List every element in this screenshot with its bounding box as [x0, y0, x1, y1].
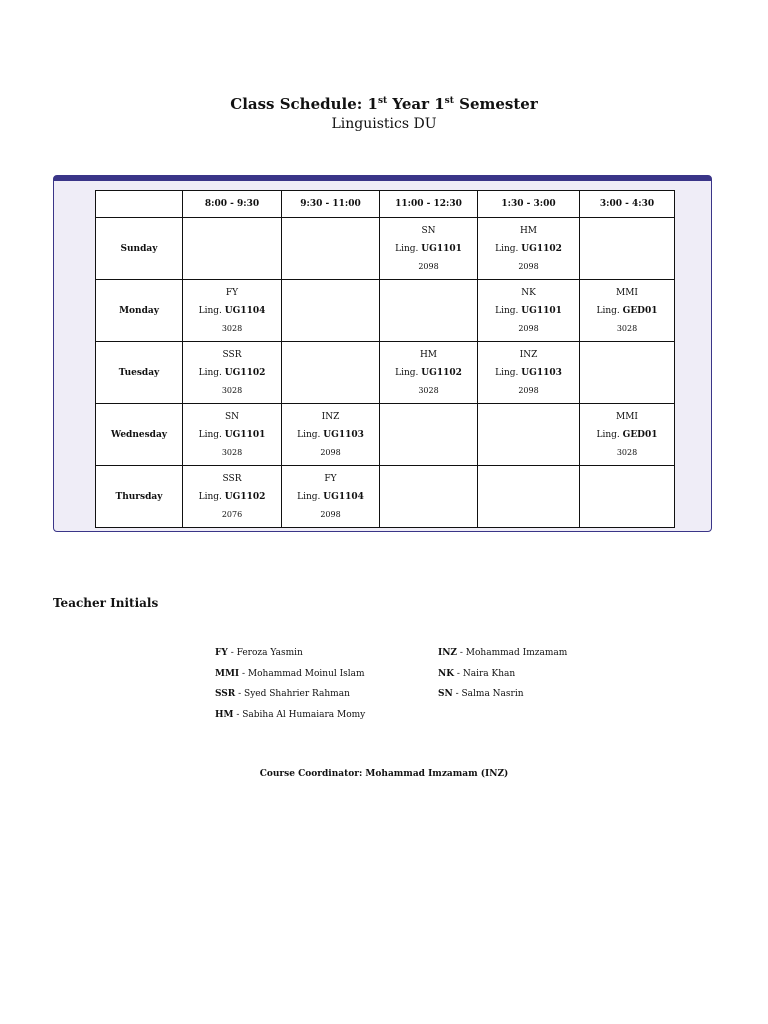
course-prefix: Ling.	[198, 367, 222, 378]
teacher-name: Feroza Yasmin	[236, 648, 303, 658]
teacher-initials: HM	[519, 225, 538, 236]
course-code: UG1102	[421, 367, 462, 378]
teacher-name: Mohammad Moinul Islam	[247, 668, 365, 679]
room-number: 2076	[221, 509, 243, 519]
course-prefix: Ling.	[395, 243, 419, 254]
empty-cell	[380, 280, 478, 342]
initials-entry	[215, 647, 303, 659]
course-label	[183, 367, 281, 379]
teacher-name: Sabiha Al Humaiara Momy	[242, 709, 366, 720]
room-number: 2098	[518, 261, 539, 271]
course-prefix: Ling.	[395, 367, 419, 378]
course-code: UG1101	[224, 429, 266, 440]
teacher-name: Salma Nasrin	[461, 689, 524, 699]
teacher-initials: SN	[224, 411, 240, 422]
course-code: UG1101	[421, 243, 462, 254]
class-cell	[183, 404, 282, 466]
schedule-body	[96, 218, 675, 528]
course-code: UG1101	[521, 305, 562, 316]
initials-entry	[215, 688, 350, 700]
empty-cell	[478, 404, 580, 466]
room-number: 3028	[418, 385, 439, 395]
class-cell	[580, 404, 675, 466]
class-cell	[183, 280, 282, 342]
initials-separator: -	[452, 689, 462, 699]
schedule-panel	[53, 175, 712, 532]
course-code: GED01	[622, 429, 658, 440]
empty-cell	[282, 342, 380, 404]
time-slot-header: 3:00 - 4:30	[580, 191, 675, 218]
course-prefix: Ling.	[198, 305, 222, 316]
course-prefix: Ling.	[495, 243, 519, 254]
course-label	[580, 305, 674, 317]
class-cell	[282, 466, 380, 528]
teacher-initials: INZ	[519, 349, 538, 360]
teacher-initials-heading: Teacher Initials	[53, 596, 159, 610]
title-block	[0, 90, 768, 133]
schedule-row	[96, 342, 675, 404]
schedule-header-row	[96, 191, 675, 218]
initials-entry	[438, 647, 567, 659]
class-cell	[183, 342, 282, 404]
room-number: 2098	[518, 385, 539, 395]
day-label: Sunday	[96, 218, 183, 280]
class-cell	[282, 404, 380, 466]
teacher-name: Syed Shahrier Rahman	[244, 689, 350, 699]
schedule-row	[96, 218, 675, 280]
time-slot-header: 11:00 - 12:30	[380, 191, 478, 218]
teacher-initials: INZ	[321, 411, 340, 422]
initials-abbr: MMI	[215, 668, 240, 679]
room-number: 3028	[616, 323, 638, 333]
initials-entry	[215, 668, 365, 680]
empty-cell	[580, 466, 675, 528]
day-label: Monday	[96, 280, 183, 342]
course-coordinator: Course Coordinator: Mohammad Imzamam (INZ)	[259, 769, 509, 779]
empty-cell	[183, 218, 282, 280]
room-number: 2098	[418, 261, 439, 271]
class-cell	[478, 218, 580, 280]
course-label	[183, 305, 281, 317]
course-label	[380, 243, 477, 255]
page-title: Class Schedule: 1st Year 1st Semester	[230, 95, 538, 113]
course-code: UG1102	[521, 243, 562, 254]
time-slot-header: 1:30 - 3:00	[478, 191, 580, 218]
empty-cell	[380, 466, 478, 528]
room-number: 3028	[221, 323, 243, 333]
empty-cell	[282, 218, 380, 280]
course-code: UG1102	[224, 491, 266, 502]
teacher-name: Mohammad Imzamam	[465, 648, 568, 658]
initials-abbr: FY	[215, 648, 228, 658]
course-prefix: Ling.	[495, 305, 519, 316]
teacher-initials: SSR	[222, 349, 242, 360]
course-prefix: Ling.	[596, 305, 620, 316]
teacher-initials: SN	[421, 225, 436, 236]
teacher-initials: FY	[324, 473, 337, 484]
time-slot-header: 8:00 - 9:30	[183, 191, 282, 218]
corner-cell	[96, 191, 183, 218]
room-number: 3028	[616, 447, 638, 457]
schedule-row	[96, 280, 675, 342]
initials-separator: -	[235, 689, 245, 699]
class-cell	[580, 280, 675, 342]
class-cell	[380, 218, 478, 280]
class-cell	[478, 342, 580, 404]
class-cell	[380, 342, 478, 404]
course-code: UG1104	[224, 305, 266, 316]
course-code: GED01	[622, 305, 658, 316]
course-prefix: Ling.	[198, 429, 222, 440]
teacher-initials: NK	[521, 287, 536, 298]
course-prefix: Ling.	[198, 491, 222, 502]
initials-entry	[438, 688, 524, 700]
schedule-table	[95, 190, 675, 528]
page-subtitle: Linguistics DU	[331, 116, 437, 132]
room-number: 3028	[221, 385, 243, 395]
initials-abbr: SSR	[215, 689, 236, 699]
initials-entry	[215, 709, 365, 721]
initials-abbr: INZ	[438, 648, 458, 658]
empty-cell	[380, 404, 478, 466]
course-code: UG1103	[323, 429, 364, 440]
initials-separator: -	[227, 648, 237, 658]
initials-separator: -	[457, 648, 466, 658]
empty-cell	[580, 342, 675, 404]
empty-cell	[282, 280, 380, 342]
class-cell	[478, 280, 580, 342]
teacher-initials: SSR	[222, 473, 242, 484]
room-number: 2098	[518, 323, 539, 333]
schedule-row	[96, 404, 675, 466]
course-label	[478, 243, 579, 255]
course-label	[282, 491, 379, 503]
course-label	[478, 305, 579, 317]
schedule-row	[96, 466, 675, 528]
empty-cell	[580, 218, 675, 280]
course-label	[183, 491, 281, 503]
initials-separator: -	[239, 668, 248, 679]
empty-cell	[478, 466, 580, 528]
course-label	[478, 367, 579, 379]
course-label	[580, 429, 674, 441]
day-label: Wednesday	[96, 404, 183, 466]
course-prefix: Ling.	[297, 429, 321, 440]
teacher-name: Naira Khan	[462, 668, 516, 679]
day-label: Tuesday	[96, 342, 183, 404]
teacher-initials: HM	[419, 349, 438, 360]
course-prefix: Ling.	[596, 429, 620, 440]
teacher-initials: FY	[225, 287, 239, 298]
course-code: UG1103	[521, 367, 562, 378]
time-slot-header: 9:30 - 11:00	[282, 191, 380, 218]
teacher-initials: MMI	[616, 411, 638, 422]
course-code: UG1104	[323, 491, 364, 502]
initials-abbr: HM	[215, 709, 234, 720]
course-label	[183, 429, 281, 441]
initials-separator: -	[233, 709, 243, 720]
initials-abbr: SN	[438, 689, 453, 699]
initials-abbr: NK	[438, 668, 455, 679]
day-label: Thursday	[96, 466, 183, 528]
course-label	[380, 367, 477, 379]
class-cell	[183, 466, 282, 528]
room-number: 2098	[320, 509, 341, 519]
initials-entry	[438, 668, 515, 680]
course-label	[282, 429, 379, 441]
teacher-initials: MMI	[616, 287, 638, 298]
course-prefix: Ling.	[495, 367, 519, 378]
initials-separator: -	[454, 668, 463, 679]
course-prefix: Ling.	[297, 491, 321, 502]
room-number: 2098	[320, 447, 341, 457]
course-code: UG1102	[224, 367, 266, 378]
room-number: 3028	[221, 447, 243, 457]
